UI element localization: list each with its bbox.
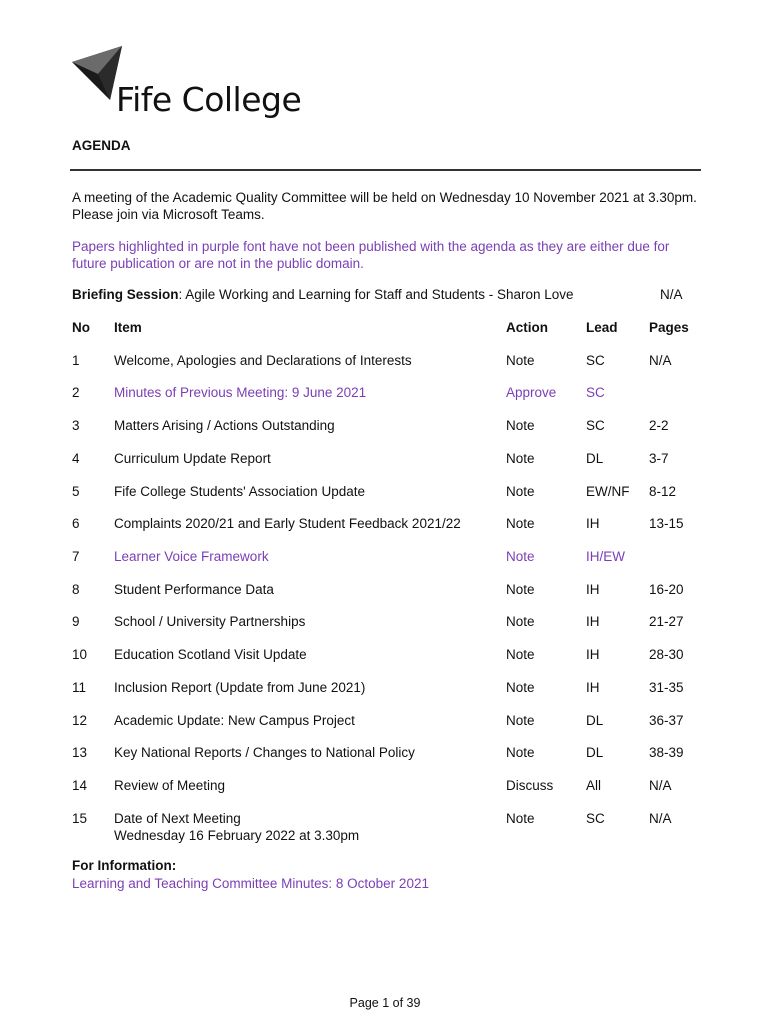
row-lead: DL — [586, 451, 604, 466]
for-information-item: Learning and Teaching Committee Minutes: 8 October 2021 — [72, 876, 429, 891]
row-lead: IH/EW — [586, 549, 625, 564]
row-lead: SC — [586, 811, 605, 826]
row-lead: DL — [586, 713, 604, 728]
row-lead: IH — [586, 614, 600, 629]
agenda-heading: AGENDA — [72, 138, 131, 153]
row-pages: 21-27 — [649, 614, 684, 629]
row-pages: 38-39 — [649, 745, 684, 760]
row-pages: 3-7 — [649, 451, 669, 466]
row-no: 7 — [72, 549, 80, 564]
row-no: 12 — [72, 713, 88, 728]
heading-divider — [70, 169, 701, 171]
row-lead: IH — [586, 647, 600, 662]
row-lead: EW/NF — [586, 484, 630, 499]
briefing-pages: N/A — [660, 287, 683, 302]
header-lead: Lead — [586, 320, 618, 335]
row-item: Matters Arising / Actions Outstanding — [114, 418, 335, 433]
meeting-intro: A meeting of the Academic Quality Committee will be held on Wednesday 10 November 2021 at 3.30pm. Please join via Microsoft Teams. — [72, 190, 697, 222]
row-lead: IH — [586, 516, 600, 531]
row-item: Education Scotland Visit Update — [114, 647, 307, 662]
row-pages: 16-20 — [649, 582, 684, 597]
row-action: Note — [506, 680, 535, 695]
row-item: Learner Voice Framework — [114, 549, 269, 564]
row-item: Date of Next Meeting — [114, 811, 241, 826]
row-item: Complaints 2020/21 and Early Student Feedback 2021/22 — [114, 516, 461, 531]
row-item: School / University Partnerships — [114, 614, 306, 629]
row-no: 11 — [72, 680, 87, 695]
row-pages: 8-12 — [649, 484, 677, 499]
header-action: Action — [506, 320, 548, 335]
row-pages: N/A — [649, 811, 672, 826]
row-pages: 31-35 — [649, 680, 684, 695]
row-lead: IH — [586, 582, 600, 597]
row-lead: DL — [586, 745, 604, 760]
header-no: No — [72, 320, 90, 335]
row-item: Minutes of Previous Meeting: 9 June 2021 — [114, 385, 367, 400]
fife-college-logo — [70, 44, 310, 124]
row-no: 14 — [72, 778, 88, 793]
row-no: 8 — [72, 582, 80, 597]
page-number: Page 1 of 39 — [349, 996, 421, 1010]
row-action: Approve — [506, 385, 557, 400]
row-action: Note — [506, 647, 535, 662]
row-action: Note — [506, 418, 535, 433]
briefing-label: Briefing Session — [72, 287, 179, 302]
row-pages: 36-37 — [649, 713, 684, 728]
row-item: Student Performance Data — [114, 582, 274, 597]
row-item: Review of Meeting — [114, 778, 226, 793]
row-item: Inclusion Report (Update from June 2021) — [114, 680, 366, 695]
row-no: 15 — [72, 811, 88, 826]
row-no: 1 — [72, 353, 80, 368]
row-item: Welcome, Apologies and Declarations of Interests — [114, 353, 412, 368]
row-no: 9 — [72, 614, 80, 629]
row-action: Note — [506, 353, 535, 368]
row-pages: 28-30 — [649, 647, 684, 662]
row-action: Note — [506, 582, 535, 597]
row-lead: All — [586, 778, 602, 793]
row-action: Note — [506, 516, 535, 531]
row-action: Note — [506, 451, 535, 466]
row-item: Academic Update: New Campus Project — [114, 713, 355, 728]
row-action: Note — [506, 745, 535, 760]
row-pages: 13-15 — [649, 516, 684, 531]
row-lead: SC — [586, 418, 605, 433]
row-item: Curriculum Update Report — [114, 451, 271, 466]
row-action: Note — [506, 549, 535, 564]
row-action: Note — [506, 713, 535, 728]
row-pages: N/A — [649, 353, 672, 368]
row-action: Note — [506, 614, 535, 629]
row-pages: N/A — [649, 778, 672, 793]
row-lead: SC — [586, 385, 605, 400]
purple-font-note: Papers highlighted in purple font have not been published with the agenda as they are either due for future publication or are not in the public domain. — [72, 239, 670, 271]
row-pages: 2-2 — [649, 418, 669, 433]
header-item: Item — [114, 320, 142, 335]
row-item: Key National Reports / Changes to National Policy — [114, 745, 415, 760]
row-action: Discuss — [506, 778, 554, 793]
row-no: 2 — [72, 385, 80, 400]
row-no: 6 — [72, 516, 80, 531]
row-no: 10 — [72, 647, 88, 662]
briefing-text: : Agile Working and Learning for Staff and Students - Sharon Love — [178, 287, 574, 302]
row-lead: SC — [586, 353, 605, 368]
row-no: 5 — [72, 484, 80, 499]
row-lead: IH — [586, 680, 600, 695]
row-item-detail: Wednesday 16 February 2022 at 3.30pm — [114, 828, 360, 843]
row-action: Note — [506, 484, 535, 499]
header-pages: Pages — [649, 320, 689, 335]
row-no: 3 — [72, 418, 80, 433]
row-no: 13 — [72, 745, 88, 760]
row-item: Fife College Students' Association Update — [114, 484, 365, 499]
briefing-session — [72, 287, 574, 302]
row-no: 4 — [72, 451, 80, 466]
row-action: Note — [506, 811, 535, 826]
for-information-heading: For Information: — [72, 858, 177, 873]
logo-text: Fife College — [116, 80, 302, 119]
